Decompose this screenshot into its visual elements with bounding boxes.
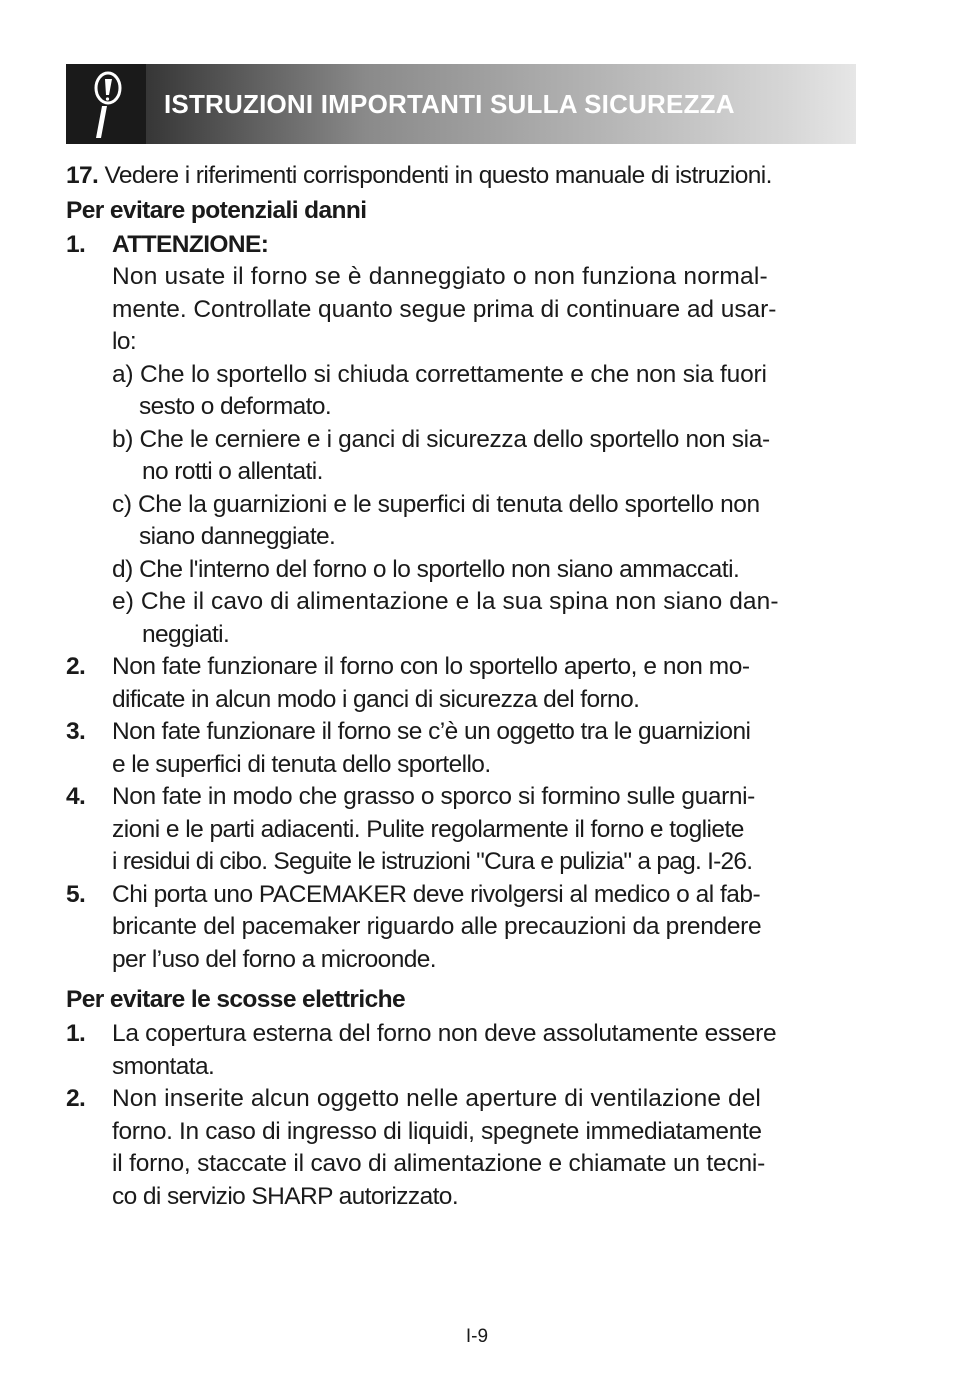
sub-item-b xyxy=(66,424,856,457)
item-line-text: Chi porta uno PACEMAKER deve rivolgersi al medico o al fab- xyxy=(112,880,761,908)
item-line xyxy=(66,1116,856,1149)
sub-item-e-cont xyxy=(66,619,856,652)
list-item xyxy=(66,229,856,262)
header-icon-box xyxy=(66,64,146,144)
list-item xyxy=(66,781,856,814)
item-line-text: forno. In caso di ingresso di liquidi, spegnete immediatamente xyxy=(112,1117,762,1145)
item-line-text: i residui di cibo. Seguite le istruzioni "Cura e pulizia" a pag. I-26. xyxy=(112,848,753,875)
sub-item-text: siano danneggiate. xyxy=(139,523,336,550)
sub-item-e xyxy=(66,586,856,619)
item-line xyxy=(66,294,856,327)
sub-item-text: sesto o deformato. xyxy=(139,393,332,420)
list-item xyxy=(66,1018,856,1051)
item-number: 5. xyxy=(66,880,86,908)
page-number: I-9 xyxy=(465,1326,489,1347)
item-line xyxy=(66,944,856,977)
item-line-text: dificate in alcun modo i ganci di sicurezza del forno. xyxy=(112,685,640,713)
item-text: Vedere i riferimenti corrispondenti in questo manuale di istruzioni. xyxy=(104,162,772,189)
item-line-text: Non fate funzionare il forno se c’è un oggetto tra le guarnizioni xyxy=(112,718,751,745)
sub-item-text: d) Che l'interno del forno o lo sportello non siano ammaccati. xyxy=(112,555,740,583)
item-line-text: co di servizio SHARP autorizzato. xyxy=(112,1182,459,1210)
sub-item-text: b) Che le cerniere e i ganci di sicurezza dello sportello non sia- xyxy=(112,425,770,453)
sub-item-c xyxy=(66,489,856,522)
item-line-text: zioni e le parti adiacenti. Pulite regolarmente il forno e togliete xyxy=(112,815,744,843)
sub-item-a-cont xyxy=(66,391,856,424)
item-line-text: La copertura esterna del forno non deve assolutamente essere xyxy=(112,1020,777,1047)
header-title: ISTRUZIONI IMPORTANTI SULLA SICUREZZA xyxy=(164,89,735,119)
document-body xyxy=(66,160,856,1213)
item-number: 1. xyxy=(66,230,86,258)
item-line-text: Non fate funzionare il forno con lo sportello aperto, e non mo- xyxy=(112,653,750,680)
exclamation-icon xyxy=(86,70,126,142)
list-item xyxy=(66,716,856,749)
sub-item-text: c) Che la guarnizioni e le superfici di tenuta dello sportello non xyxy=(112,490,760,518)
sub-item-c-cont xyxy=(66,521,856,554)
item-line xyxy=(66,911,856,944)
list-item xyxy=(66,879,856,912)
item-line xyxy=(66,814,856,847)
item-line-text: per l’uso del forno a microonde. xyxy=(112,945,436,973)
item-number: 3. xyxy=(66,718,86,745)
section-header xyxy=(66,64,856,144)
item-line-text: lo: xyxy=(112,328,137,355)
item-number: 1. xyxy=(66,1020,86,1047)
sub-item-text: a) Che lo sportello si chiuda correttamente e che non sia fuori xyxy=(112,360,767,388)
sub-item-text: no rotti o allentati. xyxy=(142,458,323,485)
warning-title: ATTENZIONE: xyxy=(112,230,269,258)
item-line xyxy=(66,1181,856,1214)
list-item xyxy=(66,1083,856,1116)
item-line xyxy=(66,1148,856,1181)
item-line-text: bricante del pacemaker riguardo alle precauzioni da prendere xyxy=(112,913,762,940)
item-line-text: Non fate in modo che grasso o sporco si formino sulle guarni- xyxy=(112,783,755,810)
item-line-text: mente. Controllate quanto segue prima di continuare ad usar- xyxy=(112,295,777,323)
item-line xyxy=(66,261,856,294)
item-17 xyxy=(66,160,856,193)
item-number: 17. xyxy=(66,162,99,189)
item-number: 4. xyxy=(66,783,86,810)
item-number: 2. xyxy=(66,1085,86,1112)
item-line-text: Non inserite alcun oggetto nelle aperture di ventilazione del xyxy=(112,1085,761,1112)
section-heading-damage: Per evitare potenziali danni xyxy=(66,196,367,224)
item-number: 2. xyxy=(66,653,86,680)
item-line-text: Non usate il forno se è danneggiato o non funziona normal- xyxy=(112,263,768,290)
item-line-text: smontata. xyxy=(112,1052,215,1080)
item-line xyxy=(66,684,856,717)
sub-item-b-cont xyxy=(66,456,856,489)
list-item xyxy=(66,651,856,684)
item-line xyxy=(66,749,856,782)
sub-item-d xyxy=(66,554,856,587)
item-line xyxy=(66,846,856,879)
item-line-text: e le superfici di tenuta dello sportello. xyxy=(112,750,491,778)
sub-item-text: e) Che il cavo di alimentazione e la sua spina non siano dan- xyxy=(112,588,779,615)
sub-item-a xyxy=(66,359,856,392)
item-line-text: il forno, staccate il cavo di alimentazione e chiamate un tecni- xyxy=(112,1150,766,1177)
item-line xyxy=(66,1051,856,1084)
sub-item-text: neggiati. xyxy=(142,620,230,648)
item-line xyxy=(66,326,856,359)
section-heading-electric: Per evitare le scosse elettriche xyxy=(66,986,405,1013)
